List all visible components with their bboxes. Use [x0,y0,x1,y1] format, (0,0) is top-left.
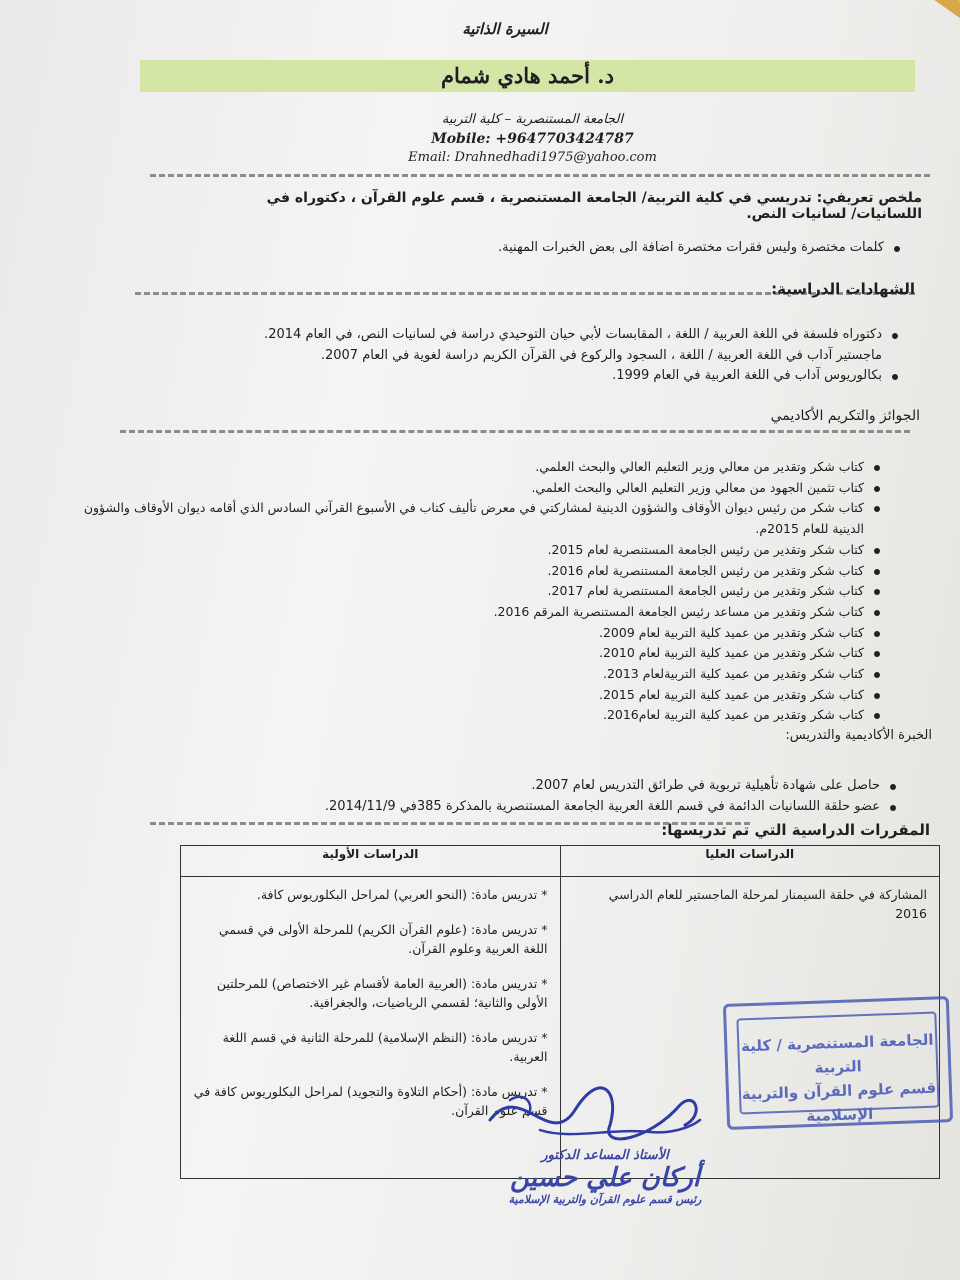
postgrad-column-header: الدراسات العليا [560,846,940,877]
courses-heading: المقررات الدراسية التي تم تدريسها: [661,821,930,839]
course-item: * تدريس مادة: (النظم الإسلامية) للمرحلة الثانية في قسم اللغة العربية. [222,1030,548,1064]
list-item: كتاب شكر وتقدير من رئيس الجامعة المستنصرية لعام 2015. [62,540,882,561]
stamp-line: قسم علوم القرآن والتربية الإسلامية [741,1078,937,1126]
divider [150,174,930,177]
course-item: * تدريس مادة: (العربية العامة لأقسام غير الاختصاص) للمرحلتين الأولى والثانية؛ لقسمي الرياضيات، والجغرافية. [216,976,548,1010]
course-item: * تدريس مادة: (علوم القرآن الكريم) للمرحلة الأولى في قسمي اللغة العربية وعلوم القرآن. [218,922,548,956]
signatory-block [475,1148,735,1206]
handwritten-signature [480,1070,710,1160]
stamp-line: الجامعة المستنصرية / كلية التربية [740,1030,934,1077]
undergrad-column-header: الدراسات الأولية [181,846,561,877]
list-item: عضو حلقة اللسانيات الدائمة في قسم اللغة العربية الجامعة المستنصرية بالمذكرة 385في 2014/11/9. [198,797,898,818]
signatory-name: أركان علي حسين [510,1163,700,1193]
degrees-list [70,325,900,387]
degrees-heading: الشهادات الدراسية: [771,280,915,298]
mobile-line: Mobile: +9647703424787 [431,131,634,147]
summary-text: ملخص تعريفي: تدريسي في كلية التربية/ الجامعة المستنصرية ، قسم علوم القرآن ، دكتوراه في اللسانيات/ لسانيات النص. [266,190,922,222]
list-item: كتاب شكر وتقدير من عميد كلية التربية لعام 2015. [62,685,882,706]
list-item: كتاب شكر وتقدير من معالي وزير التعليم العالي والبحث العلمي. [62,457,882,478]
list-item: كتاب شكر وتقدير من عميد كلية التربية لعام 2010. [62,643,882,664]
list-item: كتاب شكر وتقدير من رئيس الجامعة المستنصرية لعام 2016. [62,561,882,582]
list-item: كتاب شكر وتقدير من عميد كلية التربية لعام2016. [62,705,882,726]
list-item: ماجستير آداب في اللغة العربية / اللغة ، السجود والركوع في القرآن الكريم دراسة لغوية في العام 2007. [320,347,882,363]
course-item: * تدريس مادة: (النحو العربي) لمراحل البكلوريوس كافة. [256,887,548,902]
list-item: كتاب شكر من رئيس ديوان الأوقاف والشؤون الدينية لمشاركتي في معرض تأليف كتاب في الأسبوع القرآني السادس الذي أقامه ديوان الأوقاف والشؤون الدينية للعام 2015م. [62,498,882,539]
official-stamp [723,996,953,1130]
course-item: * تدريس مادة: (أحكام التلاوة والتجويد) لمراحل البكلوريوس كافة في قسم علوم القرآن. [193,1084,548,1118]
list-item: حاصل على شهادة تأهيلية تربوية في طرائق التدريس لعام 2007. [198,776,898,797]
email-line: Email: Drahnedhadi1975@yahoo.com [408,150,657,165]
person-name: د. أحمد هادي شمام [441,63,614,88]
signatory-position: رئيس قسم علوم القرآن والتربية الإسلامية [508,1193,702,1206]
experience-list [198,776,898,817]
signatory-title: الأستاذ المساعد الدكتور [541,1148,669,1163]
list-item: كلمات مختصرة وليس فقرات مختصرة اضافة الى بعض الخبرات المهنية. [262,238,902,259]
list-item: كتاب شكر وتقدير من عميد كلية التربيةلعام 2013. [62,664,882,685]
divider [120,430,910,433]
affiliation: الجامعة المستنصرية – كلية التربية [441,112,624,127]
name-banner [140,60,915,92]
stamp-border [736,1012,939,1126]
list-item: كتاب شكر وتقدير من رئيس الجامعة المستنصرية لعام 2017. [62,581,882,602]
awards-heading: الجوائز والتكريم الأكاديمي [770,408,920,424]
course-item: المشاركة في حلقة السيمنار لمرحلة الماجستير للعام الدراسي 2016 [608,887,927,921]
summary-notes [262,238,902,259]
awards-list [62,457,882,726]
list-item: كتاب شكر وتقدير من عميد كلية التربية لعام 2009. [62,623,882,644]
list-item: كتاب تثمين الجهود من معالي وزير التعليم العالي والبحث العلمي. [62,478,882,499]
list-item: كتاب شكر وتقدير من مساعد رئيس الجامعة المستنصرية المرقم 2016. [62,602,882,623]
list-item: دكتوراه فلسفة في اللغة العربية / اللغة ، المقابسات لأبي حيان التوحيدي دراسة في لسانيات النص، في العام 2014. [70,325,900,346]
divider [150,822,750,825]
list-item: بكالوريوس آداب في اللغة العربية في العام 1999. [70,366,900,387]
experience-heading: الخبرة الأكاديمية والتدريس: [785,728,932,743]
document-title: السيرة الذاتية [462,20,548,38]
